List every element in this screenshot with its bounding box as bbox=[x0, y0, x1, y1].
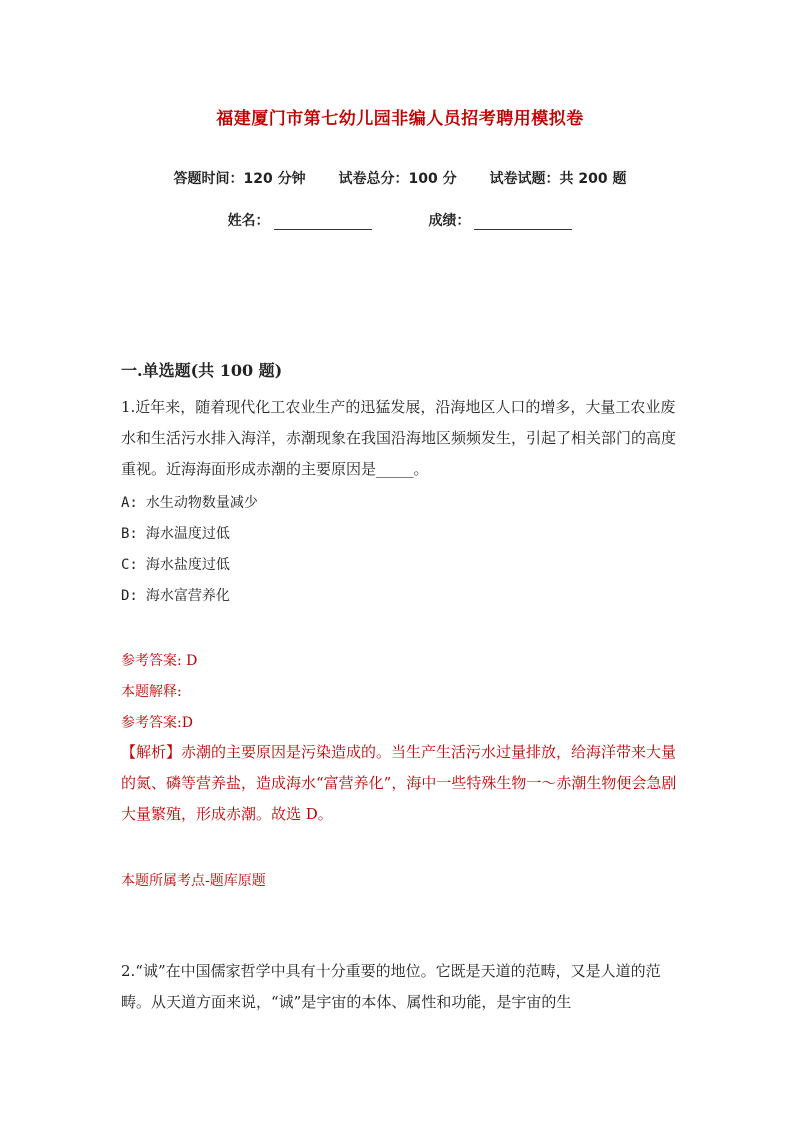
option-key: D: bbox=[121, 588, 138, 604]
question-1-source: 本题所属考点-题库原题 bbox=[121, 873, 266, 889]
option-key: A: bbox=[121, 495, 138, 511]
grade-label: 成绩： bbox=[428, 213, 471, 229]
question-1-option-c bbox=[121, 554, 230, 574]
exam-meta bbox=[0, 168, 800, 188]
exam-score: 试卷总分：100 分 bbox=[338, 171, 457, 187]
question-1-answer: 参考答案: D bbox=[121, 653, 198, 669]
option-text: 海水温度过低 bbox=[145, 526, 230, 542]
option-key: B: bbox=[121, 526, 138, 542]
name-blank-line bbox=[274, 215, 372, 230]
section-title: 一.单选题(共 100 题) bbox=[121, 361, 283, 380]
grade-field bbox=[428, 210, 572, 230]
option-text: 海水富营养化 bbox=[145, 588, 230, 604]
name-grade-row bbox=[0, 210, 800, 230]
question-1-answer-repeat: 参考答案:D bbox=[121, 715, 193, 731]
question-1-stem: 1.近年来，随着现代化工农业生产的迅猛发展，沿海地区人口的增多，大量工农业废水和生活污水排入海洋，赤潮现象在我国沿海地区频频发生，引起了相关部门的高度重视。近海海面形成赤潮的主要原因是_____。 bbox=[121, 398, 677, 478]
grade-blank-line bbox=[474, 215, 572, 230]
exam-count: 试卷试题：共 200 题 bbox=[489, 171, 627, 187]
question-1-analysis: 【解析】赤潮的主要原因是污染造成的。当生产生活污水过量排放，给海洋带来大量的氮、磷等营养盐，造成海水“富营养化”，海中一些特殊生物一～赤潮生物便会急剧大量繁殖，形成赤潮。故选 D。 bbox=[121, 743, 677, 823]
exam-title: 福建厦门市第七幼儿园非编人员招考聘用模拟卷 bbox=[216, 109, 584, 129]
question-1-option-d bbox=[121, 585, 230, 605]
option-key: C: bbox=[121, 557, 138, 573]
exam-time: 答题时间：120 分钟 bbox=[173, 171, 306, 187]
question-1-option-b bbox=[121, 523, 230, 543]
question-1-option-a bbox=[121, 492, 258, 512]
name-field bbox=[228, 210, 372, 230]
option-text: 海水盐度过低 bbox=[145, 557, 230, 573]
question-2-stem: 2.“诚”在中国儒家哲学中具有十分重要的地位。它既是天道的范畴，又是人道的范畴。从天道方面来说，“诚”是宇宙的本体、属性和功能，是宇宙的生 bbox=[121, 962, 661, 1011]
option-text: 水生动物数量减少 bbox=[145, 495, 258, 511]
question-1-explain-label: 本题解释: bbox=[121, 684, 182, 700]
name-label: 姓名： bbox=[227, 213, 270, 229]
